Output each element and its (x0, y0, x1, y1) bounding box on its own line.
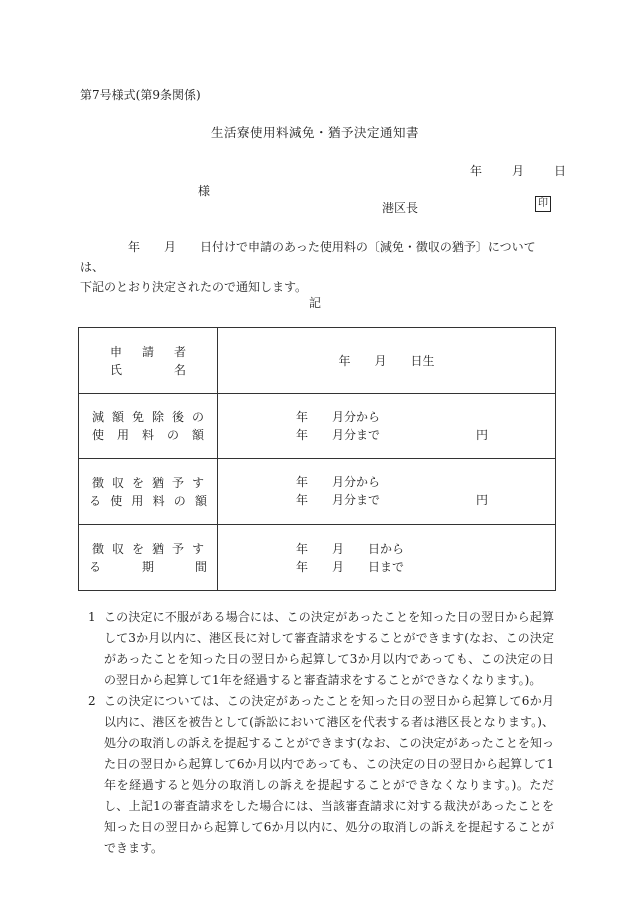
date-year-label: 年 (470, 164, 483, 178)
deferred-fee-value-cell (218, 459, 556, 525)
reduced-fee-label-line1: 減額免除後の (92, 410, 204, 424)
deferral-period-to: 年 月 日まで (296, 560, 405, 574)
reduced-fee-label-cell (79, 394, 218, 459)
deferred-fee-label-line2: る使用料の額 (89, 493, 207, 508)
date-day-label: 日 (554, 164, 567, 178)
note-text: この決定に不服がある場合には、この決定があったことを知った日の翌日から起算して3か月以内に、港区長に対して審査請求をすることができます(なお、この決定があったことを知った日の翌日から起算して3か月以内であっても、この決定の日の翌日から起算して1年を経過すると審査請求をすることができなくなります。)。 (104, 610, 554, 687)
note-text: この決定については、この決定があったことを知った日の翌日から起算して6か月以内に、港区を被告として(訴訟において港区を代表する者は港区長となります。)、処分の取消しの訴えを提起することができます(なお、この決定があったことを知った日の翌日から起算して6か月以内であっても、この決定の日の翌日から起算して1年を経過すると処分の取消しの訴えを提起することができなくなります。)。ただし、上記1の審査請求をした場合には、当該審査請求に対する裁決があったことを知った日の翌日から起算して6か月以内に、処分の取消しの訴えを提起することができます。 (104, 694, 554, 855)
applicant-label-line2: 氏名 (110, 362, 186, 377)
deferral-period-from: 年 月 日から (296, 542, 405, 556)
deferred-fee-from: 年 月分から (296, 475, 381, 489)
note-item (84, 691, 554, 859)
deferral-period-value-cell (218, 525, 556, 591)
applicant-label-line1: 申請者 (110, 344, 186, 359)
reduced-fee-to: 年 月分まで (296, 428, 381, 442)
note-number: 1 (88, 610, 96, 624)
note-number: 2 (88, 694, 96, 708)
date-month-label: 月 (512, 164, 525, 178)
document-title: 生活寮使用料減免・猶予決定通知書 (210, 125, 419, 140)
reduced-fee-from: 年 月分から (296, 410, 381, 424)
decision-table (78, 327, 556, 591)
applicant-label-cell (79, 328, 218, 394)
deferred-fee-yen: 円 (476, 493, 489, 507)
ki-heading: 記 (308, 296, 321, 310)
seal-box: 印 (535, 196, 551, 212)
issue-date (470, 162, 566, 179)
table-row-deferred-fee (79, 459, 556, 525)
reduced-fee-yen: 円 (476, 428, 489, 442)
deferral-period-label-line2: る期間 (89, 559, 207, 574)
addressee-suffix: 様 (198, 184, 211, 198)
deferred-fee-label-cell (79, 459, 218, 525)
form-number: 第7号様式(第9条関係) (80, 88, 201, 102)
applicant-birthdate-cell (218, 328, 556, 394)
table-row-reduced-fee (79, 394, 556, 459)
body-line-1: 年 月 日付けで申請のあった使用料の〔減免・徴収の猶予〕については、 (80, 240, 536, 274)
deferred-fee-to: 年 月分まで (296, 493, 381, 507)
table-row-applicant (79, 328, 556, 394)
body-line-2: 下記のとおり決定されたので通知します。 (80, 280, 308, 294)
reduced-fee-value-cell (218, 394, 556, 459)
table-row-deferral-period (79, 525, 556, 591)
deferral-period-label-cell (79, 525, 218, 591)
note-item (84, 607, 554, 691)
deferred-fee-label-line1: 徴収を猶予す (92, 475, 204, 490)
notes-section (84, 607, 554, 859)
birthdate-text: 年 月 日生 (338, 353, 435, 368)
deferral-period-label-line1: 徴収を猶予す (92, 541, 204, 556)
reduced-fee-label-line2: 使用料の額 (92, 428, 204, 442)
issuer-name: 港区長 (382, 201, 419, 215)
body-text (80, 237, 550, 297)
